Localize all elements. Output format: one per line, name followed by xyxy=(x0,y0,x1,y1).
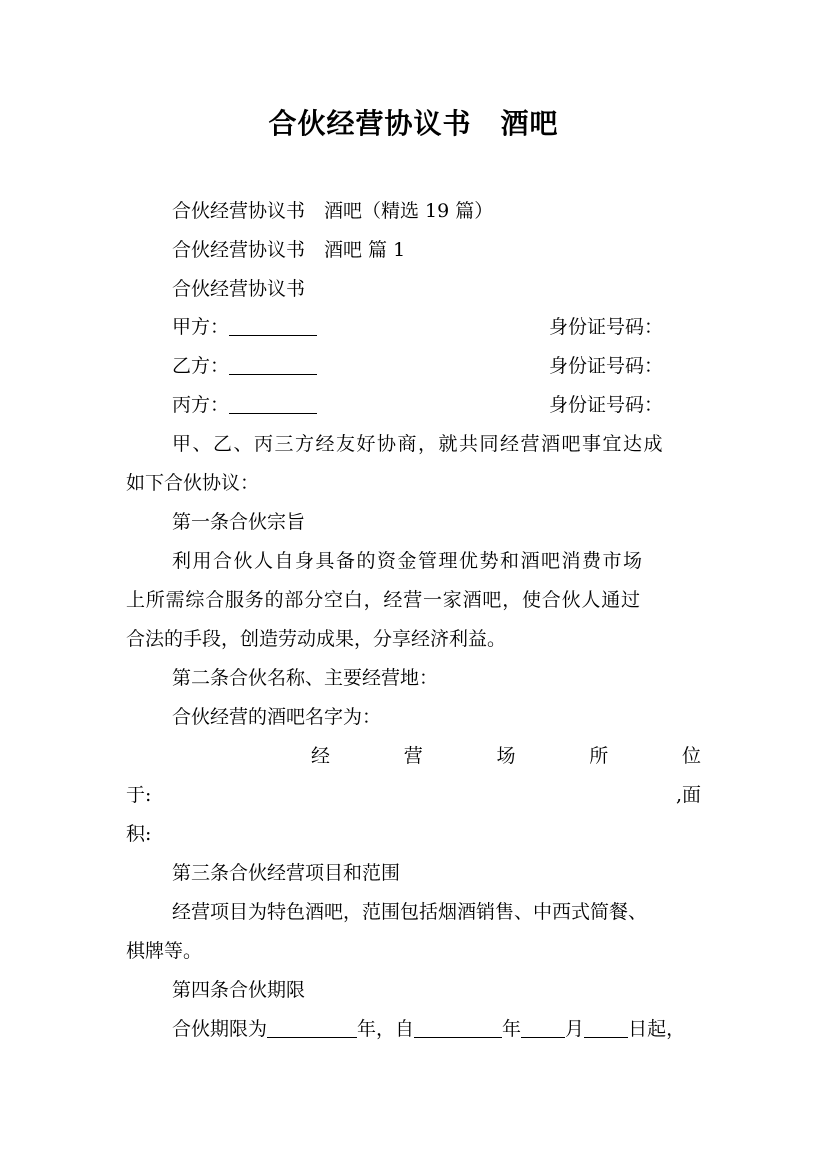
party-c-id-label: 身份证号码： xyxy=(549,394,664,416)
agreement-heading: 合伙经营协议书 xyxy=(172,278,306,300)
term-label: 年，自 xyxy=(357,1018,415,1040)
years-blank xyxy=(267,1015,357,1038)
start-day-blank xyxy=(584,1015,628,1038)
location-spread-line xyxy=(311,737,701,776)
paragraph-line: 合法的手段，创造劳动成果，分享经济利益。 xyxy=(126,628,507,650)
paragraph-line: 甲、乙、丙三方经友好协商，就共同经营酒吧事宜达成 xyxy=(172,433,665,455)
spread-char: 位 xyxy=(681,745,701,767)
party-a-id-label: 身份证号码： xyxy=(549,316,664,338)
article-heading: 第二条合伙名称、主要经营地： xyxy=(172,667,439,689)
location-label: 于: xyxy=(126,784,152,806)
party-b-label: 乙方： xyxy=(172,355,230,377)
location-line xyxy=(126,776,701,815)
spread-char: 所 xyxy=(589,745,609,767)
area-line: 积: xyxy=(126,823,152,845)
term-label: 月 xyxy=(565,1018,585,1040)
article-heading: 第三条合伙经营项目和范围 xyxy=(172,862,401,884)
section-heading: 合伙经营协议书 酒吧 篇 1 xyxy=(172,239,406,261)
party-a-label: 甲方： xyxy=(172,316,230,338)
paragraph-line: 经营项目为特色酒吧，范围包括烟酒销售、中西式简餐、 xyxy=(172,901,648,923)
area-label: ,面 xyxy=(675,784,701,806)
party-a-blank xyxy=(229,313,317,336)
subtitle-line: 合伙经营协议书 酒吧（精选 19 篇） xyxy=(172,200,494,222)
document-title: 合伙经营协议书 酒吧 xyxy=(268,107,559,140)
spread-char: 场 xyxy=(496,745,516,767)
paragraph-line: 上所需综合服务的部分空白，经营一家酒吧，使合伙人通过 xyxy=(126,589,641,611)
term-line xyxy=(172,1010,701,1049)
article-heading: 第四条合伙期限 xyxy=(172,979,306,1001)
start-month-blank xyxy=(521,1015,565,1038)
paragraph-line: 棋牌等。 xyxy=(126,940,203,962)
start-year-blank xyxy=(414,1015,502,1038)
spread-char: 营 xyxy=(403,745,423,767)
term-label: 年 xyxy=(502,1018,522,1040)
party-b-blank xyxy=(229,352,317,375)
paragraph-line: 合伙经营的酒吧名字为： xyxy=(172,706,382,728)
article-heading: 第一条合伙宗旨 xyxy=(172,511,306,533)
term-label: 合伙期限为 xyxy=(172,1018,268,1040)
spread-char: 经 xyxy=(311,745,331,767)
party-b-id-label: 身份证号码： xyxy=(549,355,664,377)
party-c-label: 丙方： xyxy=(172,394,230,416)
paragraph-line: 如下合伙协议： xyxy=(126,472,260,494)
paragraph-line: 利用合伙人自身具备的资金管理优势和酒吧消费市场 xyxy=(172,550,644,572)
term-label: 日起， xyxy=(628,1018,686,1040)
party-c-blank xyxy=(229,391,317,414)
